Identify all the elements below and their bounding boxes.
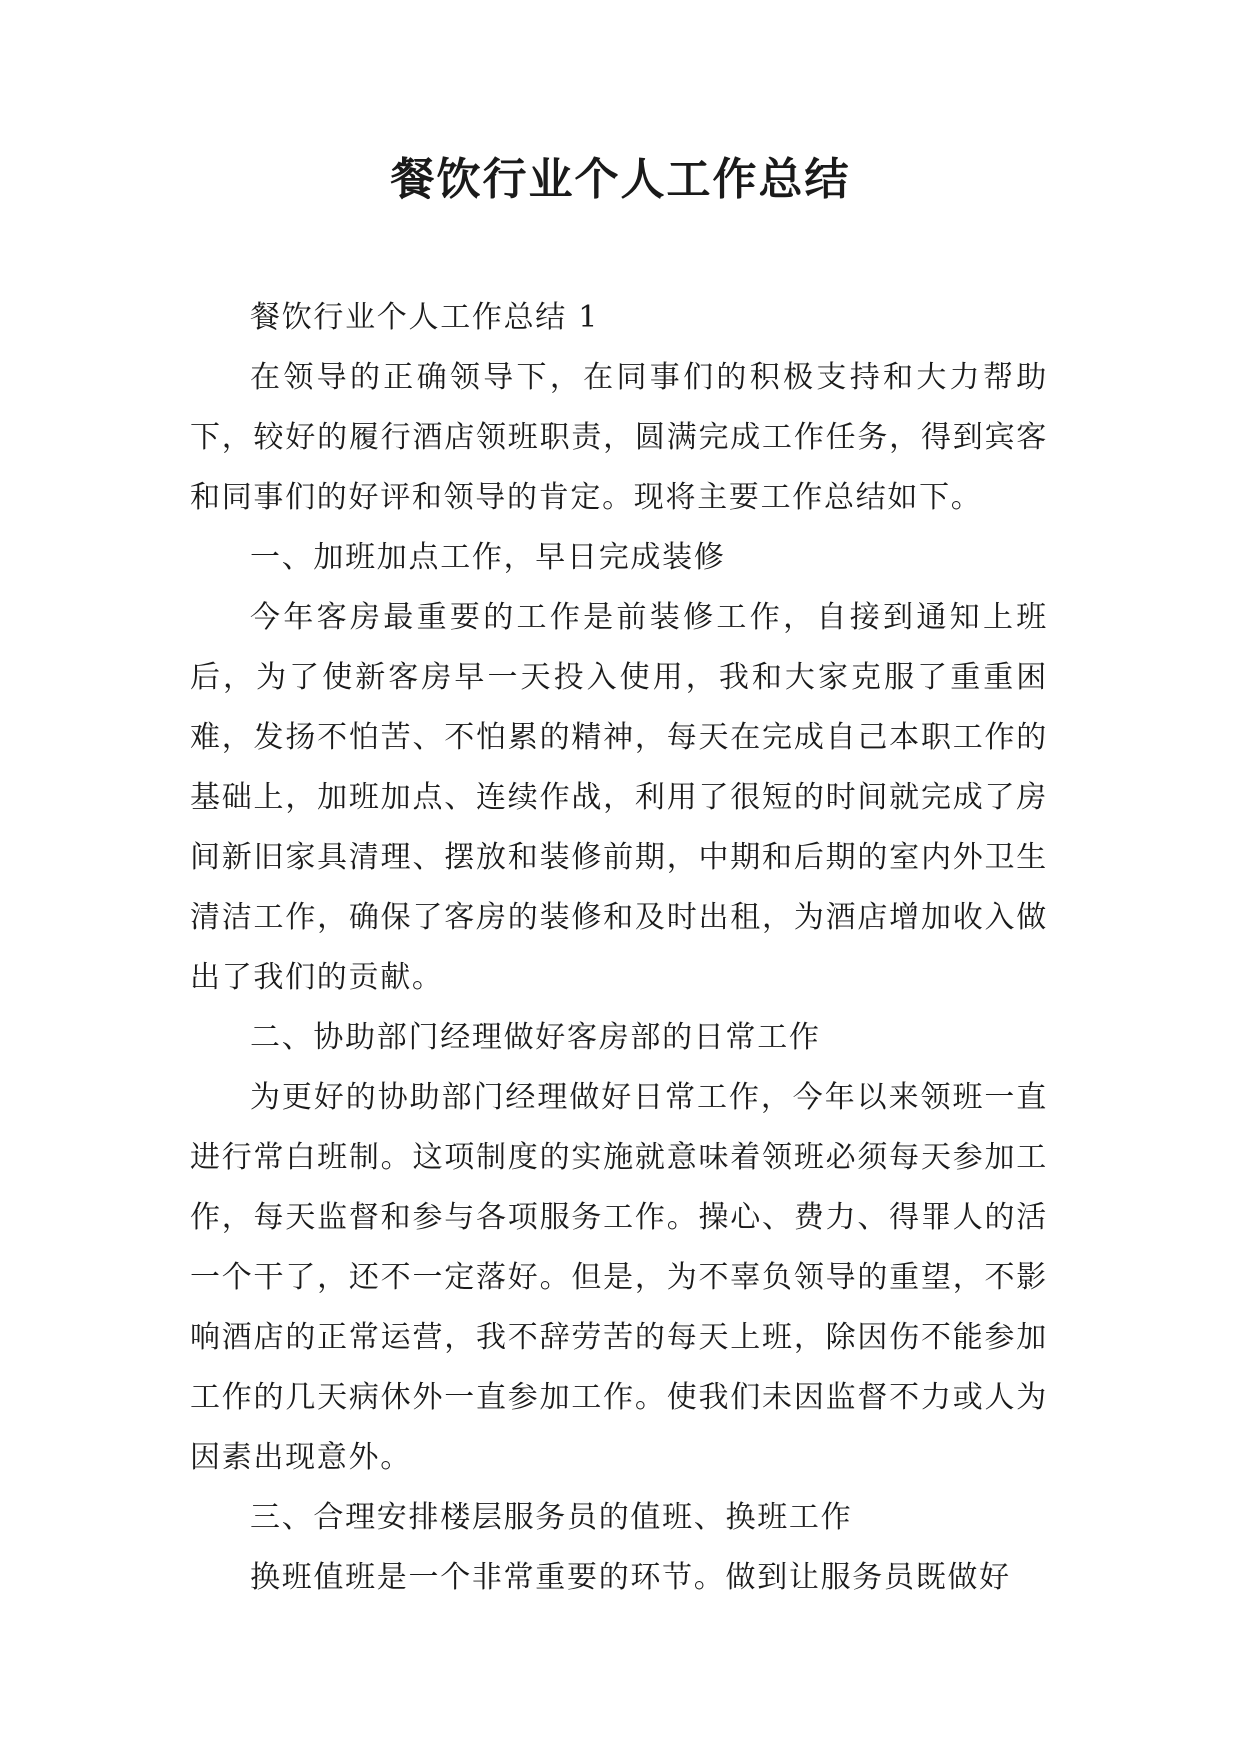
paragraph-section-1: 今年客房最重要的工作是前装修工作，自接到通知上班后，为了使新客房早一天投入使用，我和大家克服了重重困难，发扬不怕苦、不怕累的精神，每天在完成自己本职工作的基础上，加班加点、连续作战，利用了很短的时间就完成了房间新旧家具清理、摆放和装修前期，中期和后期的室内外卫生清洁工作，确保了客房的装修和及时出租，为酒店增加收入做出了我们的贡献。 bbox=[190, 600, 1048, 995]
section-heading-2: 二、协助部门经理做好客房部的日常工作 bbox=[250, 1020, 821, 1055]
document-title: 餐饮行业个人工作总结 bbox=[390, 154, 851, 205]
paragraph-section-2: 为更好的协助部门经理做好日常工作，今年以来领班一直进行常白班制。这项制度的实施就意味着领班必须每天参加工作，每天监督和参与各项服务工作。操心、费力、得罪人的活一个干了，还不一定落好。但是，为不辜负领导的重望，不影响酒店的正常运营，我不辞劳苦的每天上班，除因伤不能参加工作的几天病休外一直参加工作。使我们未因监督不力或人为因素出现意外。 bbox=[190, 1080, 1048, 1475]
paragraph-section-3: 换班值班是一个非常重要的环节。做到让服务员既做好 bbox=[250, 1560, 1011, 1595]
section-heading-3: 三、合理安排楼层服务员的值班、换班工作 bbox=[250, 1500, 853, 1535]
paragraph-intro: 在领导的正确领导下，在同事们的积极支持和大力帮助下，较好的履行酒店领班职责，圆满完成工作任务，得到宾客和同事们的好评和领导的肯定。现将主要工作总结如下。 bbox=[190, 360, 1048, 515]
document-body bbox=[190, 288, 1048, 1608]
section-heading-1: 一、加班加点工作，早日完成装修 bbox=[250, 540, 726, 575]
paragraph-heading-1: 餐饮行业个人工作总结 1 bbox=[250, 300, 600, 335]
